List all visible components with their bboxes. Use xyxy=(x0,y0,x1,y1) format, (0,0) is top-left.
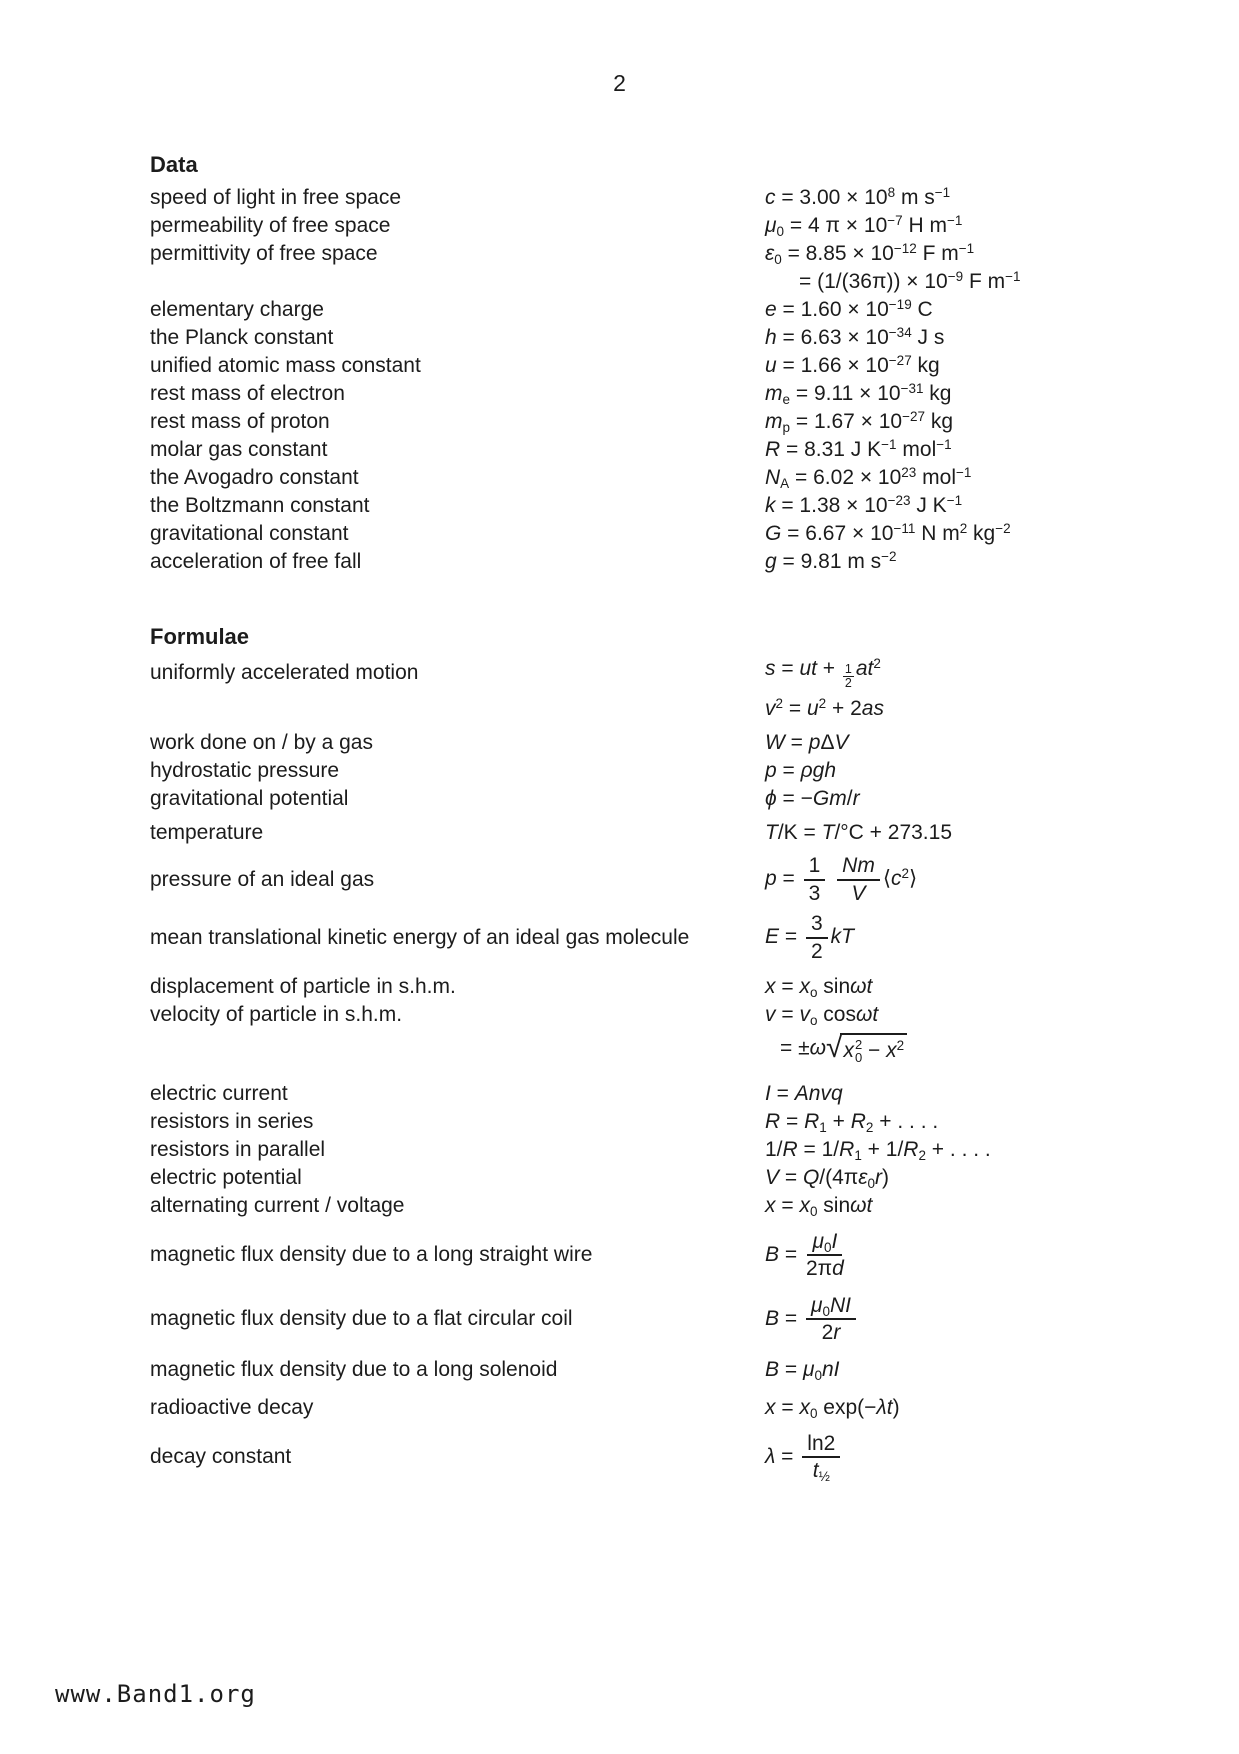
data-row-formula: $m_e = 9.11 \times 10^{-31}$ kg xyxy=(765,381,952,407)
data-section-rows xyxy=(150,184,1170,576)
formula-row xyxy=(150,757,1170,785)
formula-row-label: displacement of particle in s.h.m. xyxy=(150,975,456,998)
formula-row xyxy=(150,1356,1170,1384)
footer-watermark: www.Band1.org xyxy=(55,1680,256,1708)
formula-row-formula: T/K = T/°C + 273.15 xyxy=(765,821,952,844)
formula-row-label: velocity of particle in s.h.m. xyxy=(150,1003,403,1026)
data-row xyxy=(150,436,1170,464)
page-content xyxy=(150,150,1170,1486)
formula-row-formula: $v^2 = u^2 + 2as$ xyxy=(765,696,884,720)
data-row-formula: $e = 1.60 \times 10^{-19}$ C xyxy=(765,297,933,321)
data-row-formula: $k = 1.38 \times 10^{-23}$ J $K^{-1}$ xyxy=(765,493,963,517)
formula-row xyxy=(150,851,1170,909)
formula-row-label: electric potential xyxy=(150,1166,302,1190)
data-row-formula: $u = 1.66 \times 10^{-27}$ kg xyxy=(765,353,940,377)
data-row-formula: R = 8.31 J $K^{-1}$ mol$^{-1}$ xyxy=(765,437,952,461)
data-row-label: speed of light in free space xyxy=(150,186,401,209)
data-row xyxy=(150,240,1170,268)
formula-row xyxy=(150,1136,1170,1164)
formula-row-formula: W = pΔV xyxy=(765,731,849,754)
data-row xyxy=(150,492,1170,520)
formula-row xyxy=(150,909,1170,967)
formula-row-formula: p = ρgh xyxy=(765,759,837,782)
data-row xyxy=(150,464,1170,492)
formula-row xyxy=(150,1164,1170,1192)
data-row xyxy=(150,268,1170,296)
formula-row-label: electric current xyxy=(150,1082,288,1106)
formula-row-label: pressure of an ideal gas xyxy=(150,868,375,891)
data-row-formula: = $(1/(36\pi)) \times 10^{-9}$ F $m^{-1}$ xyxy=(799,269,1021,293)
formula-row xyxy=(150,1226,1170,1284)
data-row-label: gravitational constant xyxy=(150,522,349,545)
formula-row-label: hydrostatic pressure xyxy=(150,759,340,782)
formula-row-label: mean translational kinetic energy of an ideal gas molecule xyxy=(150,926,690,949)
data-row-label: the Avogadro constant xyxy=(150,466,359,489)
data-row-label: acceleration of free fall xyxy=(150,550,362,573)
data-row-label: rest mass of electron xyxy=(150,382,345,405)
formula-row xyxy=(150,1108,1170,1136)
data-row-label: rest mass of proton xyxy=(150,410,330,433)
formula-row xyxy=(150,1080,1170,1108)
data-row xyxy=(150,324,1170,352)
data-row xyxy=(150,184,1170,212)
data-row xyxy=(150,520,1170,548)
formula-row-label: resistors in series xyxy=(150,1110,314,1134)
formula-row-label: alternating current / voltage xyxy=(150,1194,405,1218)
data-row xyxy=(150,212,1170,240)
formula-row xyxy=(150,819,1170,847)
formula-row xyxy=(150,1394,1170,1422)
data-row-formula: $m_p = 1.67 \times 10^{-27}$ kg xyxy=(765,409,954,435)
data-section-heading: Data xyxy=(150,152,198,177)
formula-row xyxy=(150,973,1170,1001)
data-row-formula: $\varepsilon_0 = 8.85 \times 10^{-12}$ F $m^{-1}$ xyxy=(765,241,975,267)
formula-row-formula: $x = x_0$ exp(−λt) xyxy=(765,1396,900,1422)
data-row-label: molar gas constant xyxy=(150,438,328,461)
data-row-formula: $G = 6.67 \times 10^{-11}$ N $m^2$ $kg^{-2}$ xyxy=(765,521,1011,545)
formula-row-formula: $B = \mu_0nI$ xyxy=(765,1358,840,1384)
formula-row-label: radioactive decay xyxy=(150,1396,314,1420)
formula-row xyxy=(150,656,1170,689)
formula-row xyxy=(150,729,1170,757)
formula-row-formula: E = $\frac{3}{2}$ kT xyxy=(765,912,854,963)
data-row-label: permeability of free space xyxy=(150,214,391,237)
formula-row-formula: λ = $\frac{\ln 2}{t_{\frac{1}{2}}}$ xyxy=(765,1432,1170,1483)
formula-row xyxy=(150,1033,1170,1064)
formulae-section-heading: Formulae xyxy=(150,624,250,649)
data-row xyxy=(150,548,1170,576)
data-row-label: elementary charge xyxy=(150,298,324,321)
formula-row-formula: p = $\frac{1}{3}$ $\frac{Nm}{V}$ $⟨c^2⟩$ xyxy=(765,854,918,905)
data-row-formula: $\mu_0 = 4$ $\pi \times 10^{-7}$ H $m^{-1}$ xyxy=(765,213,963,239)
formula-row-label: uniformly accelerated motion xyxy=(150,660,419,684)
formula-row-label: decay constant xyxy=(150,1445,292,1469)
formula-row xyxy=(150,1192,1170,1220)
data-row-formula: $c = 3.00 \times 10^8$ m $s^{-1}$ xyxy=(765,185,951,209)
formula-row-label: magnetic flux density due to a flat circular coil xyxy=(150,1307,573,1331)
formulae-section-rows xyxy=(150,656,1170,1486)
formula-row xyxy=(150,1290,1170,1348)
formula-row-label: resistors in parallel xyxy=(150,1138,326,1162)
formula-row-formula: I = Anvq xyxy=(765,1082,843,1106)
data-row-label: unified atomic mass constant xyxy=(150,354,421,377)
formula-row-label: work done on / by a gas xyxy=(150,731,373,754)
formula-row-formula: s = ut + $\frac{1}{2}$ $at^2$ xyxy=(765,656,881,690)
formula-row-formula: = ±ω √ x 2 0 − $x^2$ xyxy=(765,1033,1170,1064)
data-row xyxy=(150,296,1170,324)
formula-row xyxy=(150,785,1170,813)
formula-row xyxy=(150,695,1170,723)
formula-row-label: temperature xyxy=(150,821,264,844)
formula-row-formula: $v = v_o$ cosωt xyxy=(765,1003,879,1028)
page-number: 2 xyxy=(613,70,626,96)
data-row xyxy=(150,408,1170,436)
formula-row xyxy=(150,1001,1170,1029)
data-row-formula: $h = 6.63 \times 10^{-34}$ J s xyxy=(765,325,945,349)
data-row-formula: $N_A = 6.02 \times 10^{23}$ mol$^{-1}$ xyxy=(765,465,972,491)
data-row-label: permittivity of free space xyxy=(150,242,378,265)
data-row-label: the Boltzmann constant xyxy=(150,494,370,517)
formula-row-label: magnetic flux density due to a long straight wire xyxy=(150,1243,593,1267)
data-row-label: the Planck constant xyxy=(150,326,334,349)
formula-row-formula: $V = Q/(4\pi\varepsilon_0r)$ xyxy=(765,1166,890,1192)
formula-row-formula: B = $\frac{\mu_0I}{2\pi d}$ xyxy=(765,1229,844,1281)
formula-row-formula: $x = x_0$ sinωt xyxy=(765,1194,873,1220)
data-row xyxy=(150,380,1170,408)
formula-row-label: magnetic flux density due to a long solenoid xyxy=(150,1358,558,1382)
formula-row-formula: B = $\frac{\mu_0NI}{2r}$ xyxy=(765,1294,1170,1345)
data-row xyxy=(150,352,1170,380)
formula-row-label: gravitational potential xyxy=(150,787,349,810)
formula-row-formula: $x = x_o$ sinωt xyxy=(765,975,873,1000)
formula-row-formula: $1/R = 1/R_1 + 1/R_2$ + . . . . xyxy=(765,1138,991,1164)
formula-row xyxy=(150,1428,1170,1486)
formula-row-formula: ϕ = −Gm/r xyxy=(765,787,860,810)
data-row-formula: g = 9.81 m $s^{-2}$ xyxy=(765,549,897,573)
formula-row-formula: $R = R_1 + R_2$ + . . . . xyxy=(765,1110,939,1136)
